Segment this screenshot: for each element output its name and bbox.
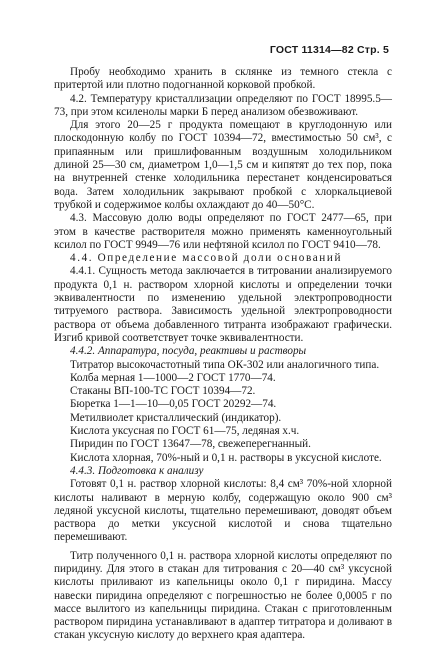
equipment-item-flask: Колба мерная 1—1000—2 ГОСТ 1770—74. bbox=[70, 371, 276, 384]
section-heading-4-4: 4.4. Определение массовой доли оснований bbox=[70, 252, 343, 265]
paragraph-dehydration: Для этого 20—25 г продукта помещают в круглодонную или плоскодонную колбу по ГОСТ 10394—72, вместимостью 50 см³, с припаянным или пришлифованным воздушным холодильником длиной 25—30 см, диаметром 1,0—1,5 см и кипятят до тех пор, пока на внутренней стенке холодильника перестанет конденсироваться вода. Затем холодильник закрывают пробкой с хлоркальциевой трубкой и содержимое колбы охлаждают до 40—50°С. bbox=[54, 119, 392, 211]
paragraph-4-4-1: 4.4.1. Сущность метода заключается в титровании анализируемого продукта 0,1 н. раствором хлорной кислоты и определении точки эквивалентности по изменению удельной электропроводности титруемого раствора. Зависимость удельной электропроводности раствора от объема добавленного титранта изображают графически. Изгиб кривой соответствует точке эквивалентности. bbox=[54, 265, 392, 344]
subheading-4-4-2: 4.4.2. Аппаратура, посуда, реактивы и растворы bbox=[70, 345, 307, 358]
equipment-item-pyridine: Пиридин по ГОСТ 13647—78, свежеперегнанный. bbox=[70, 438, 311, 451]
paragraph-4-2: 4.2. Температуру кристаллизации определяют по ГОСТ 18995.5—73, при этом ксиленолы марки Б перед анализом обезвоживают. bbox=[54, 92, 392, 118]
paragraph-prepare-solution: Готовят 0,1 н. раствор хлорной кислоты: 8,4 см³ 70%-ной хлорной кислоты наливают в мерную колбу, содержащую около 900 см³ ледяной уксусной кислоты, тщательно перемешивают, доводят объем раствора до метки уксусной кислотой и снова тщательно перемешивают. bbox=[54, 478, 392, 544]
subheading-4-4-3: 4.4.3. Подготовка к анализу bbox=[70, 464, 204, 477]
equipment-item-beakers: Стаканы ВП-100-ТС ГОСТ 10394—72. bbox=[70, 385, 256, 398]
equipment-item-burette: Бюретка 1—1—10—0,05 ГОСТ 20292—74. bbox=[70, 398, 277, 411]
paragraph-4-3: 4.3. Массовую долю воды определяют по ГОСТ 2477—65, при этом в качестве растворителя можно применять каменноугольный ксилол по ГОСТ 9949—76 или нефтяной ксилол по ГОСТ 9410—78. bbox=[54, 212, 392, 251]
paragraph-storage: Пробу необходимо хранить в склянке из темного стекла с притертой или плотно подогнанной корковой пробкой. bbox=[54, 66, 392, 92]
equipment-item-titrator: Титратор высокочастотный типа ОК-302 или аналогичного типа. bbox=[70, 358, 380, 371]
page-header: ГОСТ 11314—82 Стр. 5 bbox=[269, 44, 389, 56]
equipment-item-perchloric-acid: Кислота хлорная, 70%-ный и 0,1 н. растворы в уксусной кислоте. bbox=[70, 451, 382, 464]
paragraph-titre-determination: Титр полученного 0,1 н. раствора хлорной кислоты определяют по пиридину. Для этого в стакан для титрования с 20—40 см³ уксусной кислоты приливают из капельницы около 0,1 г пиридина. Массу навески пиридина определяют с погрешностью не более 0,0005 г по массе вылитого из капельницы пиридина. Стакан с приготовленным раствором пиридина устанавливают в адаптер титратора и доливают в стакан уксусную кислоту до верхнего края адаптера. bbox=[54, 549, 392, 642]
document-body bbox=[54, 66, 392, 643]
equipment-item-methyl-violet: Метилвиолет кристаллический (индикатор). bbox=[70, 411, 282, 424]
equipment-item-acetic-acid: Кислота уксусная по ГОСТ 61—75, ледяная х.ч. bbox=[70, 425, 300, 438]
